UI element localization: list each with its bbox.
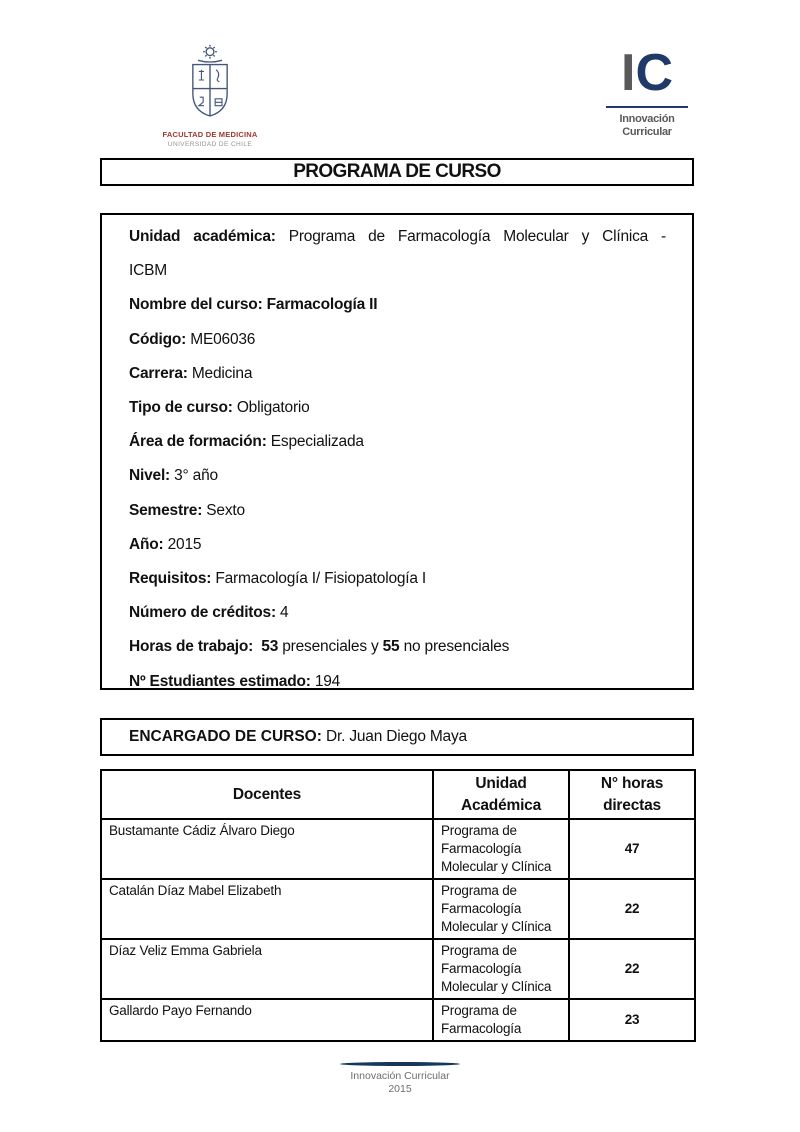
docente-name: Catalán Díaz Mabel Elizabeth (101, 879, 433, 939)
field-carrera-value: Medicina (191, 364, 253, 382)
footer (0, 1062, 800, 1096)
field-semestre (129, 494, 666, 528)
field-codigo-label: Código: (129, 330, 187, 348)
field-nivel (129, 459, 666, 493)
field-area-label: Área de formación: (129, 433, 267, 451)
field-semestre-value: Sexto (206, 501, 245, 519)
field-area-formacion (129, 425, 666, 459)
field-requisitos (129, 562, 666, 596)
docentes-table (100, 769, 696, 1042)
ic-logo (606, 44, 688, 138)
header-unidad-academica (433, 770, 569, 819)
field-horas-trabajo (129, 630, 666, 664)
encargado-label: ENCARGADO DE CURSO: (129, 728, 322, 745)
docente-hours: 22 (569, 879, 695, 939)
footer-line1: Innovación Curricular (350, 1070, 450, 1082)
ic-letters (606, 44, 688, 102)
field-horas-num2: 55 (382, 638, 400, 656)
ic-caption (606, 113, 688, 138)
header-horas-directas (569, 770, 695, 819)
docente-name: Díaz Veliz Emma Gabriela (101, 939, 433, 999)
field-creditos-label: Número de créditos: (129, 604, 276, 622)
field-tipo-label: Tipo de curso: (129, 399, 233, 417)
course-info-box (100, 213, 694, 690)
table-row (101, 999, 695, 1041)
field-unidad-value: Programa de Farmacología Molecular y Clínica - (288, 228, 667, 245)
field-horas-label: Horas de trabajo: (129, 638, 254, 656)
page-title: PROGRAMA DE CURSO (293, 161, 501, 182)
field-carrera (129, 357, 666, 391)
field-estudiantes (129, 665, 666, 699)
docente-hours: 47 (569, 819, 695, 879)
table-row (101, 819, 695, 879)
encargado-value: Dr. Juan Diego Maya (326, 728, 467, 745)
field-requisitos-label: Requisitos: (129, 570, 212, 588)
field-estudiantes-value: 194 (314, 672, 341, 690)
field-area-value: Especializada (270, 433, 364, 451)
docente-unit: Programa de Farmacología Molecular y Clínica (433, 879, 569, 939)
title-box (100, 158, 694, 186)
docente-unit: Programa de Farmacología (433, 999, 569, 1041)
header-horas-line1: N° horas (600, 774, 664, 792)
field-horas-text2: no presenciales (403, 638, 510, 656)
ic-letter-i: I (620, 44, 636, 102)
table-row (101, 879, 695, 939)
field-horas-num1: 53 (261, 638, 279, 656)
crest-university-label: UNIVERSIDAD DE CHILE (167, 141, 253, 148)
header-horas-line2: directas (603, 796, 661, 814)
field-creditos (129, 596, 666, 630)
docente-unit: Programa de Farmacología Molecular y Clínica (433, 939, 569, 999)
field-codigo-value: ME06036 (190, 330, 256, 348)
field-ano (129, 528, 666, 562)
footer-caption (350, 1070, 449, 1096)
field-nombre-value: Farmacología II (266, 296, 378, 314)
field-tipo-curso (129, 391, 666, 425)
header-docentes: Docentes (101, 770, 433, 819)
field-nivel-label: Nivel: (129, 467, 171, 485)
field-ano-label: Año: (129, 535, 164, 553)
table-header-row (101, 770, 695, 819)
ic-caption-line2: Curricular (622, 125, 672, 138)
field-horas-text1: presenciales y (282, 638, 379, 656)
docente-name: Bustamante Cádiz Álvaro Diego (101, 819, 433, 879)
field-unidad-label: Unidad académica: (129, 228, 276, 245)
docentes-table-container (100, 769, 694, 1042)
field-estudiantes-label: Nº Estudiantes estimado: (129, 672, 311, 690)
docente-name: Gallardo Payo Fernando (101, 999, 433, 1041)
field-nombre-curso (129, 288, 666, 322)
field-requisitos-value: Farmacología I/ Fisiopatología I (215, 570, 427, 588)
ic-caption-line1: Innovación (619, 113, 675, 125)
docente-hours: 22 (569, 939, 695, 999)
header-unidad-line1: Unidad (475, 774, 527, 792)
docente-unit: Programa de Farmacología Molecular y Clínica (433, 819, 569, 879)
field-unidad-value-line2: ICBM (129, 262, 167, 280)
footer-swoosh-icon (340, 1062, 460, 1066)
ic-letter-c: C (635, 44, 673, 102)
field-codigo (129, 323, 666, 357)
ic-underline (606, 106, 688, 108)
field-tipo-value: Obligatorio (236, 399, 310, 417)
field-nombre-label: Nombre del curso: (129, 296, 263, 314)
table-row (101, 939, 695, 999)
header-unidad-line2: Académica (460, 796, 542, 814)
encargado-box (100, 718, 694, 756)
crest-logo (158, 44, 262, 148)
field-ano-value: 2015 (167, 535, 202, 553)
field-semestre-label: Semestre: (129, 501, 203, 519)
footer-line2: 2015 (388, 1083, 412, 1095)
field-nivel-value: 3° año (174, 467, 218, 485)
field-creditos-value: 4 (280, 604, 289, 622)
crest-shield-icon (167, 44, 253, 128)
field-carrera-label: Carrera: (129, 364, 188, 382)
field-unidad-academica (129, 220, 666, 254)
docente-hours: 23 (569, 999, 695, 1041)
crest-faculty-label: FACULTAD DE MEDICINA (162, 130, 258, 139)
